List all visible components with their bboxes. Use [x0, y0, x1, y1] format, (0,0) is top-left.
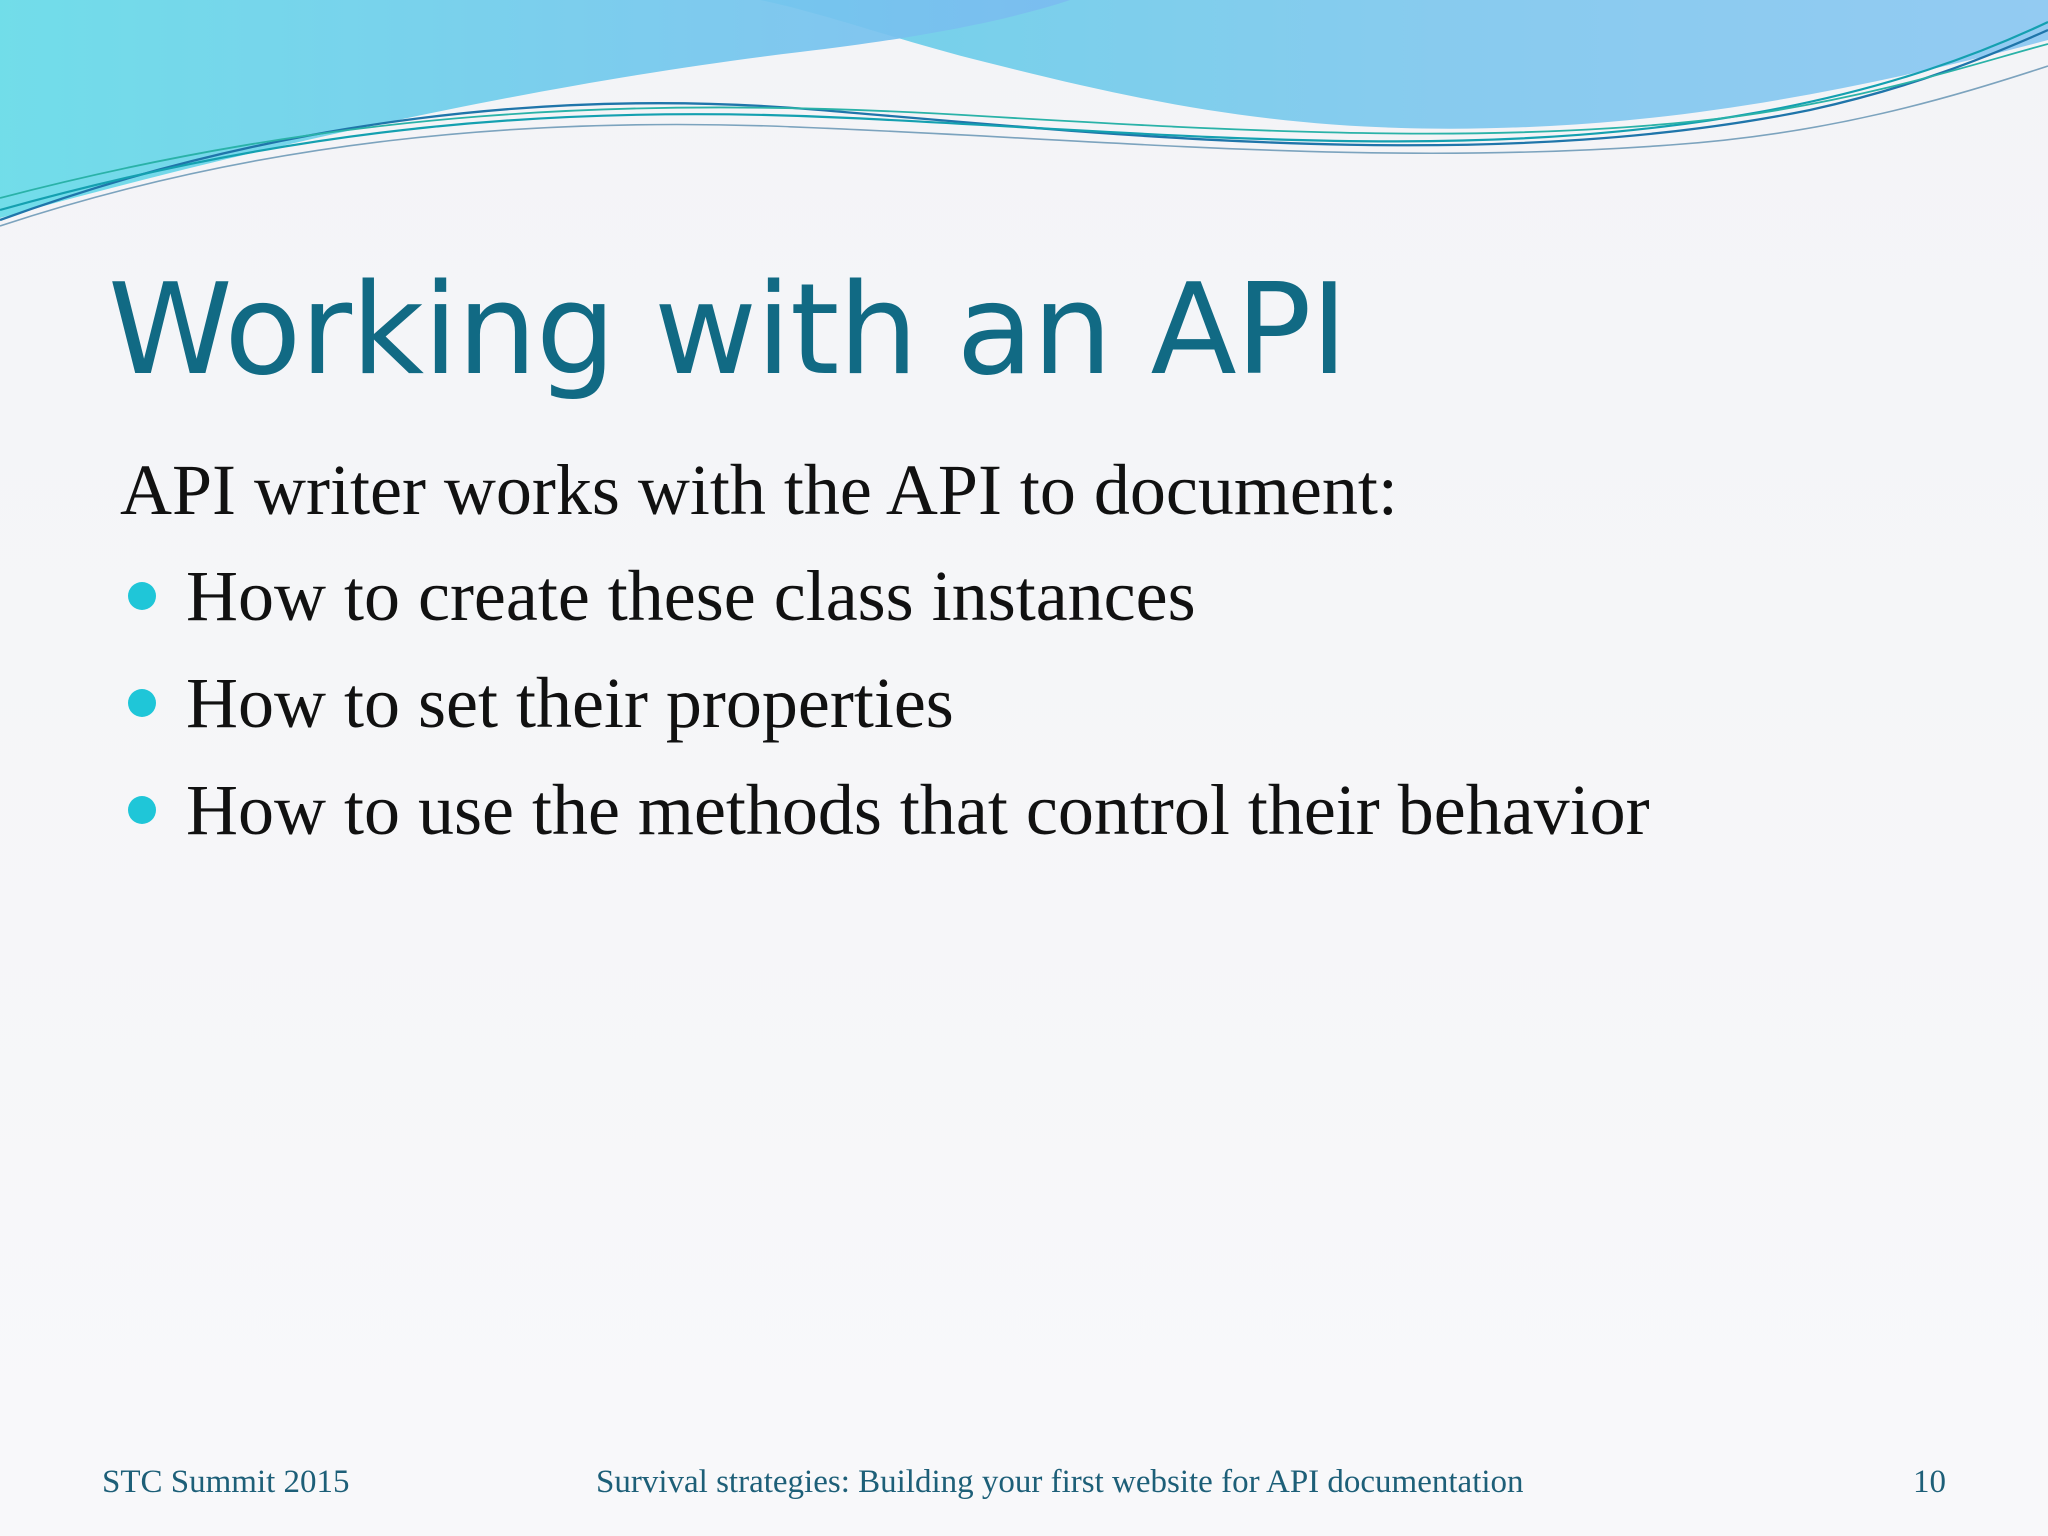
footer-presentation-title: Survival strategies: Building your first website for API documentation — [596, 1464, 1524, 1500]
bullet-icon — [128, 689, 156, 717]
footer-event: STC Summit 2015 — [102, 1464, 350, 1500]
bullet-text: How to use the methods that control their behavior — [186, 770, 1650, 850]
intro-text: API writer works with the API to document: — [120, 450, 1398, 530]
bullet-icon — [128, 796, 156, 824]
bullet-text: How to set their properties — [186, 663, 954, 743]
slide-title: Working with an API — [108, 256, 1347, 403]
bullet-icon — [128, 582, 156, 610]
slide-number: 10 — [1913, 1464, 1946, 1500]
bullet-text: How to create these class instances — [186, 556, 1196, 636]
wave-banner — [0, 0, 2048, 240]
